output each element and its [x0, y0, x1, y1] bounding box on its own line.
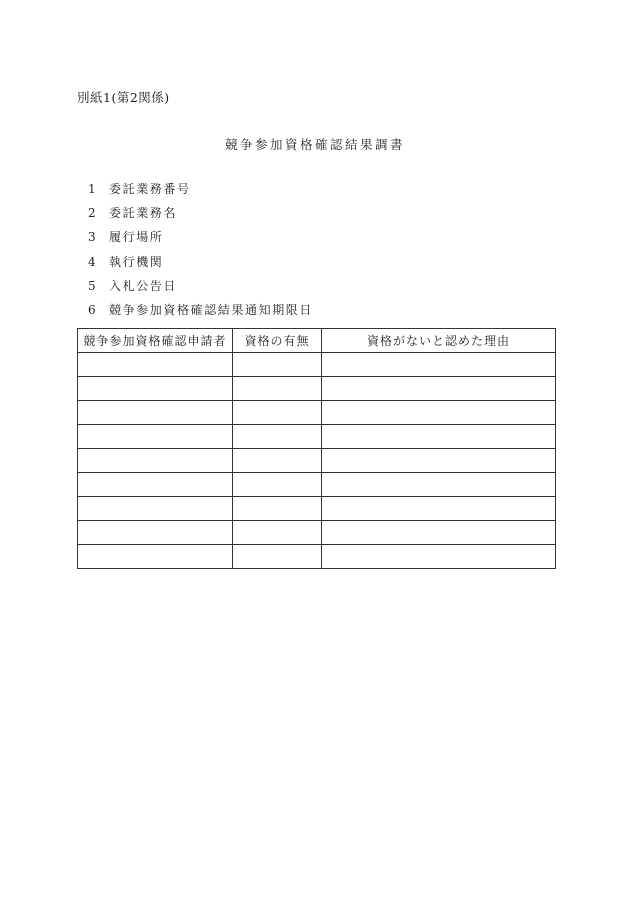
- table-row: [78, 353, 556, 377]
- cell-eligibility[interactable]: [233, 377, 322, 401]
- cell-eligibility[interactable]: [233, 449, 322, 473]
- cell-applicant[interactable]: [78, 497, 233, 521]
- list-item: [88, 277, 313, 301]
- table-row: [78, 449, 556, 473]
- item-label: 競争参加資格確認結果通知期限日: [109, 302, 314, 317]
- item-label: 委託業務名: [109, 206, 178, 221]
- item-list: [88, 180, 313, 325]
- cell-eligibility[interactable]: [233, 425, 322, 449]
- cell-eligibility[interactable]: [233, 521, 322, 545]
- cell-reason[interactable]: [322, 401, 556, 425]
- item-label: 履行場所: [109, 230, 164, 245]
- list-item: [88, 301, 313, 325]
- cell-applicant[interactable]: [78, 449, 233, 473]
- cell-reason[interactable]: [322, 377, 556, 401]
- document-title: 競争参加資格確認結果調書: [224, 137, 405, 152]
- list-item: [88, 228, 313, 252]
- cell-eligibility[interactable]: [233, 545, 322, 569]
- list-item: [88, 180, 313, 204]
- cell-reason[interactable]: [322, 545, 556, 569]
- item-label: 執行機関: [109, 254, 164, 269]
- cell-reason[interactable]: [322, 425, 556, 449]
- column-header-eligibility: 資格の有無: [233, 329, 322, 353]
- list-item: [88, 204, 313, 228]
- table-row: [78, 425, 556, 449]
- cell-applicant[interactable]: [78, 521, 233, 545]
- item-label: 入札公告日: [109, 278, 178, 293]
- table-row: [78, 521, 556, 545]
- list-item: [88, 253, 313, 277]
- item-number: 3: [88, 230, 98, 245]
- table-row: [78, 545, 556, 569]
- cell-applicant[interactable]: [78, 425, 233, 449]
- cell-eligibility[interactable]: [233, 497, 322, 521]
- result-table: [77, 328, 556, 569]
- cell-applicant[interactable]: [78, 545, 233, 569]
- table-row: [78, 377, 556, 401]
- cell-applicant[interactable]: [78, 401, 233, 425]
- table-row: [78, 401, 556, 425]
- cell-reason[interactable]: [322, 473, 556, 497]
- item-number: 1: [88, 182, 98, 196]
- table-header-row: [78, 329, 556, 353]
- item-number: 6: [88, 302, 98, 317]
- table-row: [78, 473, 556, 497]
- cell-reason[interactable]: [322, 521, 556, 545]
- item-number: 2: [88, 206, 98, 221]
- cell-applicant[interactable]: [78, 473, 233, 497]
- cell-eligibility[interactable]: [233, 401, 322, 425]
- cell-reason[interactable]: [322, 353, 556, 377]
- cell-eligibility[interactable]: [233, 353, 322, 377]
- column-header-applicant: 競争参加資格確認申請者: [78, 329, 233, 353]
- item-label: 委託業務番号: [109, 182, 191, 196]
- annex-label: 別紙1(第2関係): [77, 90, 170, 105]
- cell-reason[interactable]: [322, 497, 556, 521]
- cell-applicant[interactable]: [78, 377, 233, 401]
- column-header-reason: 資格がないと認めた理由: [322, 329, 556, 353]
- cell-reason[interactable]: [322, 449, 556, 473]
- cell-eligibility[interactable]: [233, 473, 322, 497]
- item-number: 4: [88, 254, 98, 269]
- cell-applicant[interactable]: [78, 353, 233, 377]
- table-row: [78, 497, 556, 521]
- item-number: 5: [88, 278, 98, 293]
